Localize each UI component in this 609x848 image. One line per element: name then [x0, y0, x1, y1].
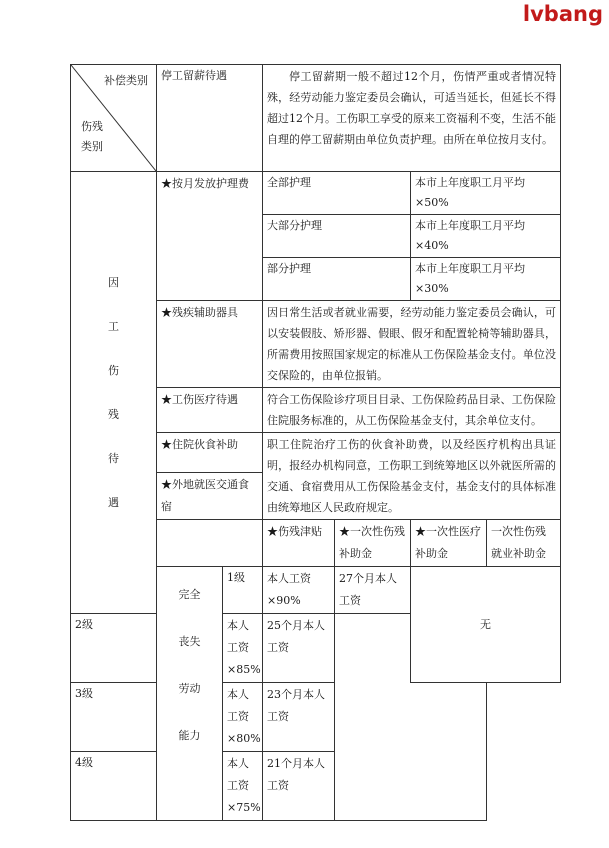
- assistive-text: 因日常生活或者就业需要，经劳动能力鉴定委员会确认，可以安装假肢、矫形器、假眼、假牙和配置轮椅等辅助器具，所需费用按照国家规定的标准从工伤保险基金支付。单位没交保险的，由单位报销。: [263, 301, 561, 388]
- disability-allowance-header: ★伤残津贴: [263, 520, 335, 567]
- grade-allowance: 本人工资×85%: [223, 614, 263, 683]
- corner-header-cell: [71, 65, 157, 172]
- grade-lump-sum: 21个月本人工资: [263, 752, 335, 821]
- section-title-char: 工: [108, 319, 119, 333]
- section-title-char: 因: [108, 275, 119, 289]
- grade-row-3: [71, 683, 561, 752]
- nursing-fee-label: ★按月发放护理费: [157, 172, 263, 301]
- site-watermark: lvbang: [522, 2, 603, 26]
- labor-loss-text: 丧失: [178, 635, 201, 648]
- section-title-char: 残: [108, 407, 119, 421]
- grade-allowance: 本人工资×80%: [223, 683, 263, 752]
- nursing-standard: 本市上年度职工月平均×30%: [411, 258, 561, 301]
- none-cell: 无: [411, 567, 561, 683]
- medical-label: ★工伤医疗待遇: [157, 388, 263, 433]
- nursing-standard: 本市上年度职工月平均×40%: [411, 215, 561, 258]
- meal-label: ★住院伙食补助: [157, 433, 263, 473]
- labor-loss-text: 完全: [178, 588, 201, 601]
- nursing-standard: 本市上年度职工月平均×50%: [411, 172, 561, 215]
- section-title-char: 遇: [108, 495, 119, 509]
- nursing-type: 全部护理: [263, 172, 411, 215]
- nursing-type: 部分护理: [263, 258, 411, 301]
- grade-level: 3级: [71, 683, 157, 752]
- meal-travel-text: 职工住院治疗工伤的伙食补助费，以及经医疗机构出具证明，报经办机构同意，工伤职工到统筹地区以外就医所需的交通、食宿费用从工伤保险基金支付，基金支付的具体标准由统筹地区人民政府规定。: [263, 433, 561, 520]
- grade-lump-sum: 27个月本人工资: [335, 567, 411, 614]
- employment-subsidy-header: 一次性伤残就业补助金: [487, 520, 561, 567]
- header-row: [71, 65, 561, 172]
- labor-loss-text: 劳动: [178, 682, 201, 695]
- grade-level: 2级: [71, 614, 157, 683]
- lump-sum-disability-header: ★一次性伤残补助金: [335, 520, 411, 567]
- header-title: 停工留薪待遇: [161, 69, 227, 82]
- section-title-char: 待: [108, 451, 119, 465]
- grade-allowance: 本人工资×75%: [223, 752, 263, 821]
- nursing-row-1: [71, 172, 561, 215]
- grade-lump-sum: 25个月本人工资: [263, 614, 335, 683]
- labor-loss-group: [157, 567, 223, 821]
- section-title-char: 伤: [108, 363, 119, 377]
- injury-benefits-table: [70, 64, 561, 821]
- empty-cell: [335, 683, 487, 821]
- empty-cell: [157, 520, 263, 567]
- header-description: 停工留薪期一般不超过12个月，伤情严重或者情况特殊，经劳动能力鉴定委员会确认，可适当延长，但延长不得超过12个月。工伤职工享受的原来工资福利不变，生活不能自理的停工留薪期由单位负责护理。由所在单位按月支付。: [263, 65, 561, 172]
- travel-label: ★外地就医交通食宿: [157, 473, 263, 520]
- grade-allowance: 本人工资×90%: [263, 567, 335, 614]
- header-title-cell: [157, 65, 263, 172]
- medical-text: 符合工伤保险诊疗项目目录、工伤保险药品目录、工伤保险住院服务标准的，从工伤保险基金支付，其余单位支付。: [263, 388, 561, 433]
- section-title-cell: [71, 172, 157, 614]
- grade-level: 1级: [223, 567, 263, 614]
- grade-lump-sum: 23个月本人工资: [263, 683, 335, 752]
- corner-bottom-label: 伤残 类别: [81, 120, 103, 153]
- grade-row-4: [71, 752, 561, 821]
- nursing-type: 大部分护理: [263, 215, 411, 258]
- labor-loss-text: 能力: [178, 729, 201, 742]
- corner-top-label: 补偿类别: [104, 74, 148, 87]
- assistive-label: ★残疾辅助器具: [157, 301, 263, 388]
- lump-sum-medical-header: ★一次性医疗补助金: [411, 520, 487, 567]
- grade-level: 4级: [71, 752, 157, 821]
